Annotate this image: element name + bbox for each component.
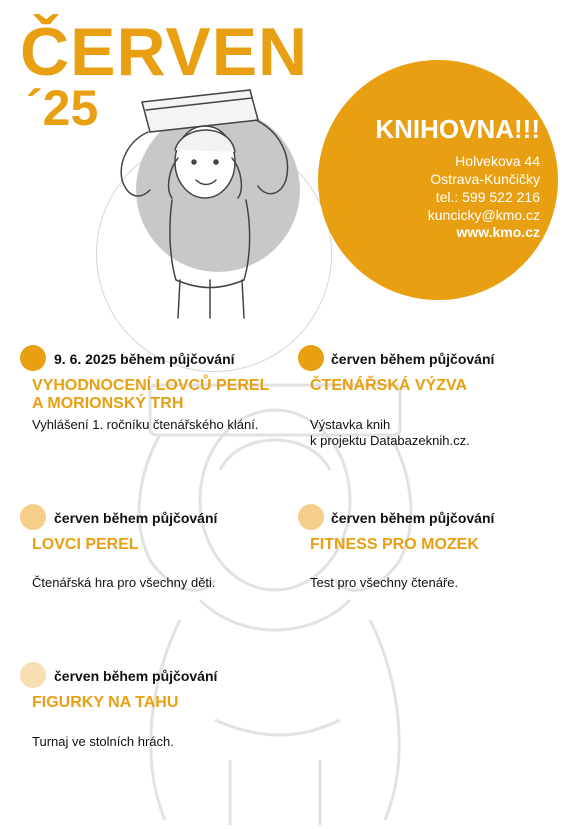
event-date: červen během půjčování — [54, 510, 218, 526]
girl-with-book-illustration — [110, 80, 310, 320]
event-date: červen během půjčování — [54, 668, 218, 684]
event-title: FITNESS PRO MOZEK — [310, 536, 479, 553]
library-street: Holvekova 44 — [455, 153, 540, 169]
event-bullet — [20, 504, 46, 530]
event-description: Test pro všechny čtenáře. — [310, 575, 459, 590]
event-title: A MORIONSKÝ TRH — [32, 395, 184, 412]
event-description: Čtenářská hra pro všechny děti. — [32, 575, 216, 590]
event-date: červen během půjčování — [331, 351, 495, 367]
month-title: ČERVEN — [20, 14, 309, 90]
event-description: Výstavka knih — [310, 417, 391, 432]
event-title: LOVCI PEREL — [32, 536, 139, 553]
library-phone[interactable]: tel.: 599 522 216 — [435, 189, 540, 205]
event-bullet — [298, 504, 324, 530]
library-email[interactable]: kuncicky@kmo.cz — [427, 207, 540, 223]
event-title: VYHODNOCENÍ LOVCŮ PEREL — [32, 377, 270, 394]
library-city: Ostrava-Kunčičky — [430, 171, 540, 187]
event-description: k projektu Databazeknih.cz. — [310, 433, 470, 448]
event-bullet — [20, 662, 46, 688]
event-bullet — [298, 345, 324, 371]
library-name: KNIHOVNA!!! — [375, 114, 540, 144]
event-date: červen během půjčování — [331, 510, 495, 526]
event-bullet — [20, 345, 46, 371]
event-description: Vyhlášení 1. ročníku čtenářského klání. — [32, 417, 259, 432]
event-date: 9. 6. 2025 během půjčování — [54, 351, 235, 367]
event-title: FIGURKY NA TAHU — [32, 694, 179, 711]
library-website[interactable]: www.kmo.cz — [456, 224, 540, 240]
event-title: ČTENÁŘSKÁ VÝZVA — [310, 377, 468, 394]
event-description: Turnaj ve stolních hrách. — [32, 734, 174, 749]
year-title: ´25 — [26, 80, 99, 136]
